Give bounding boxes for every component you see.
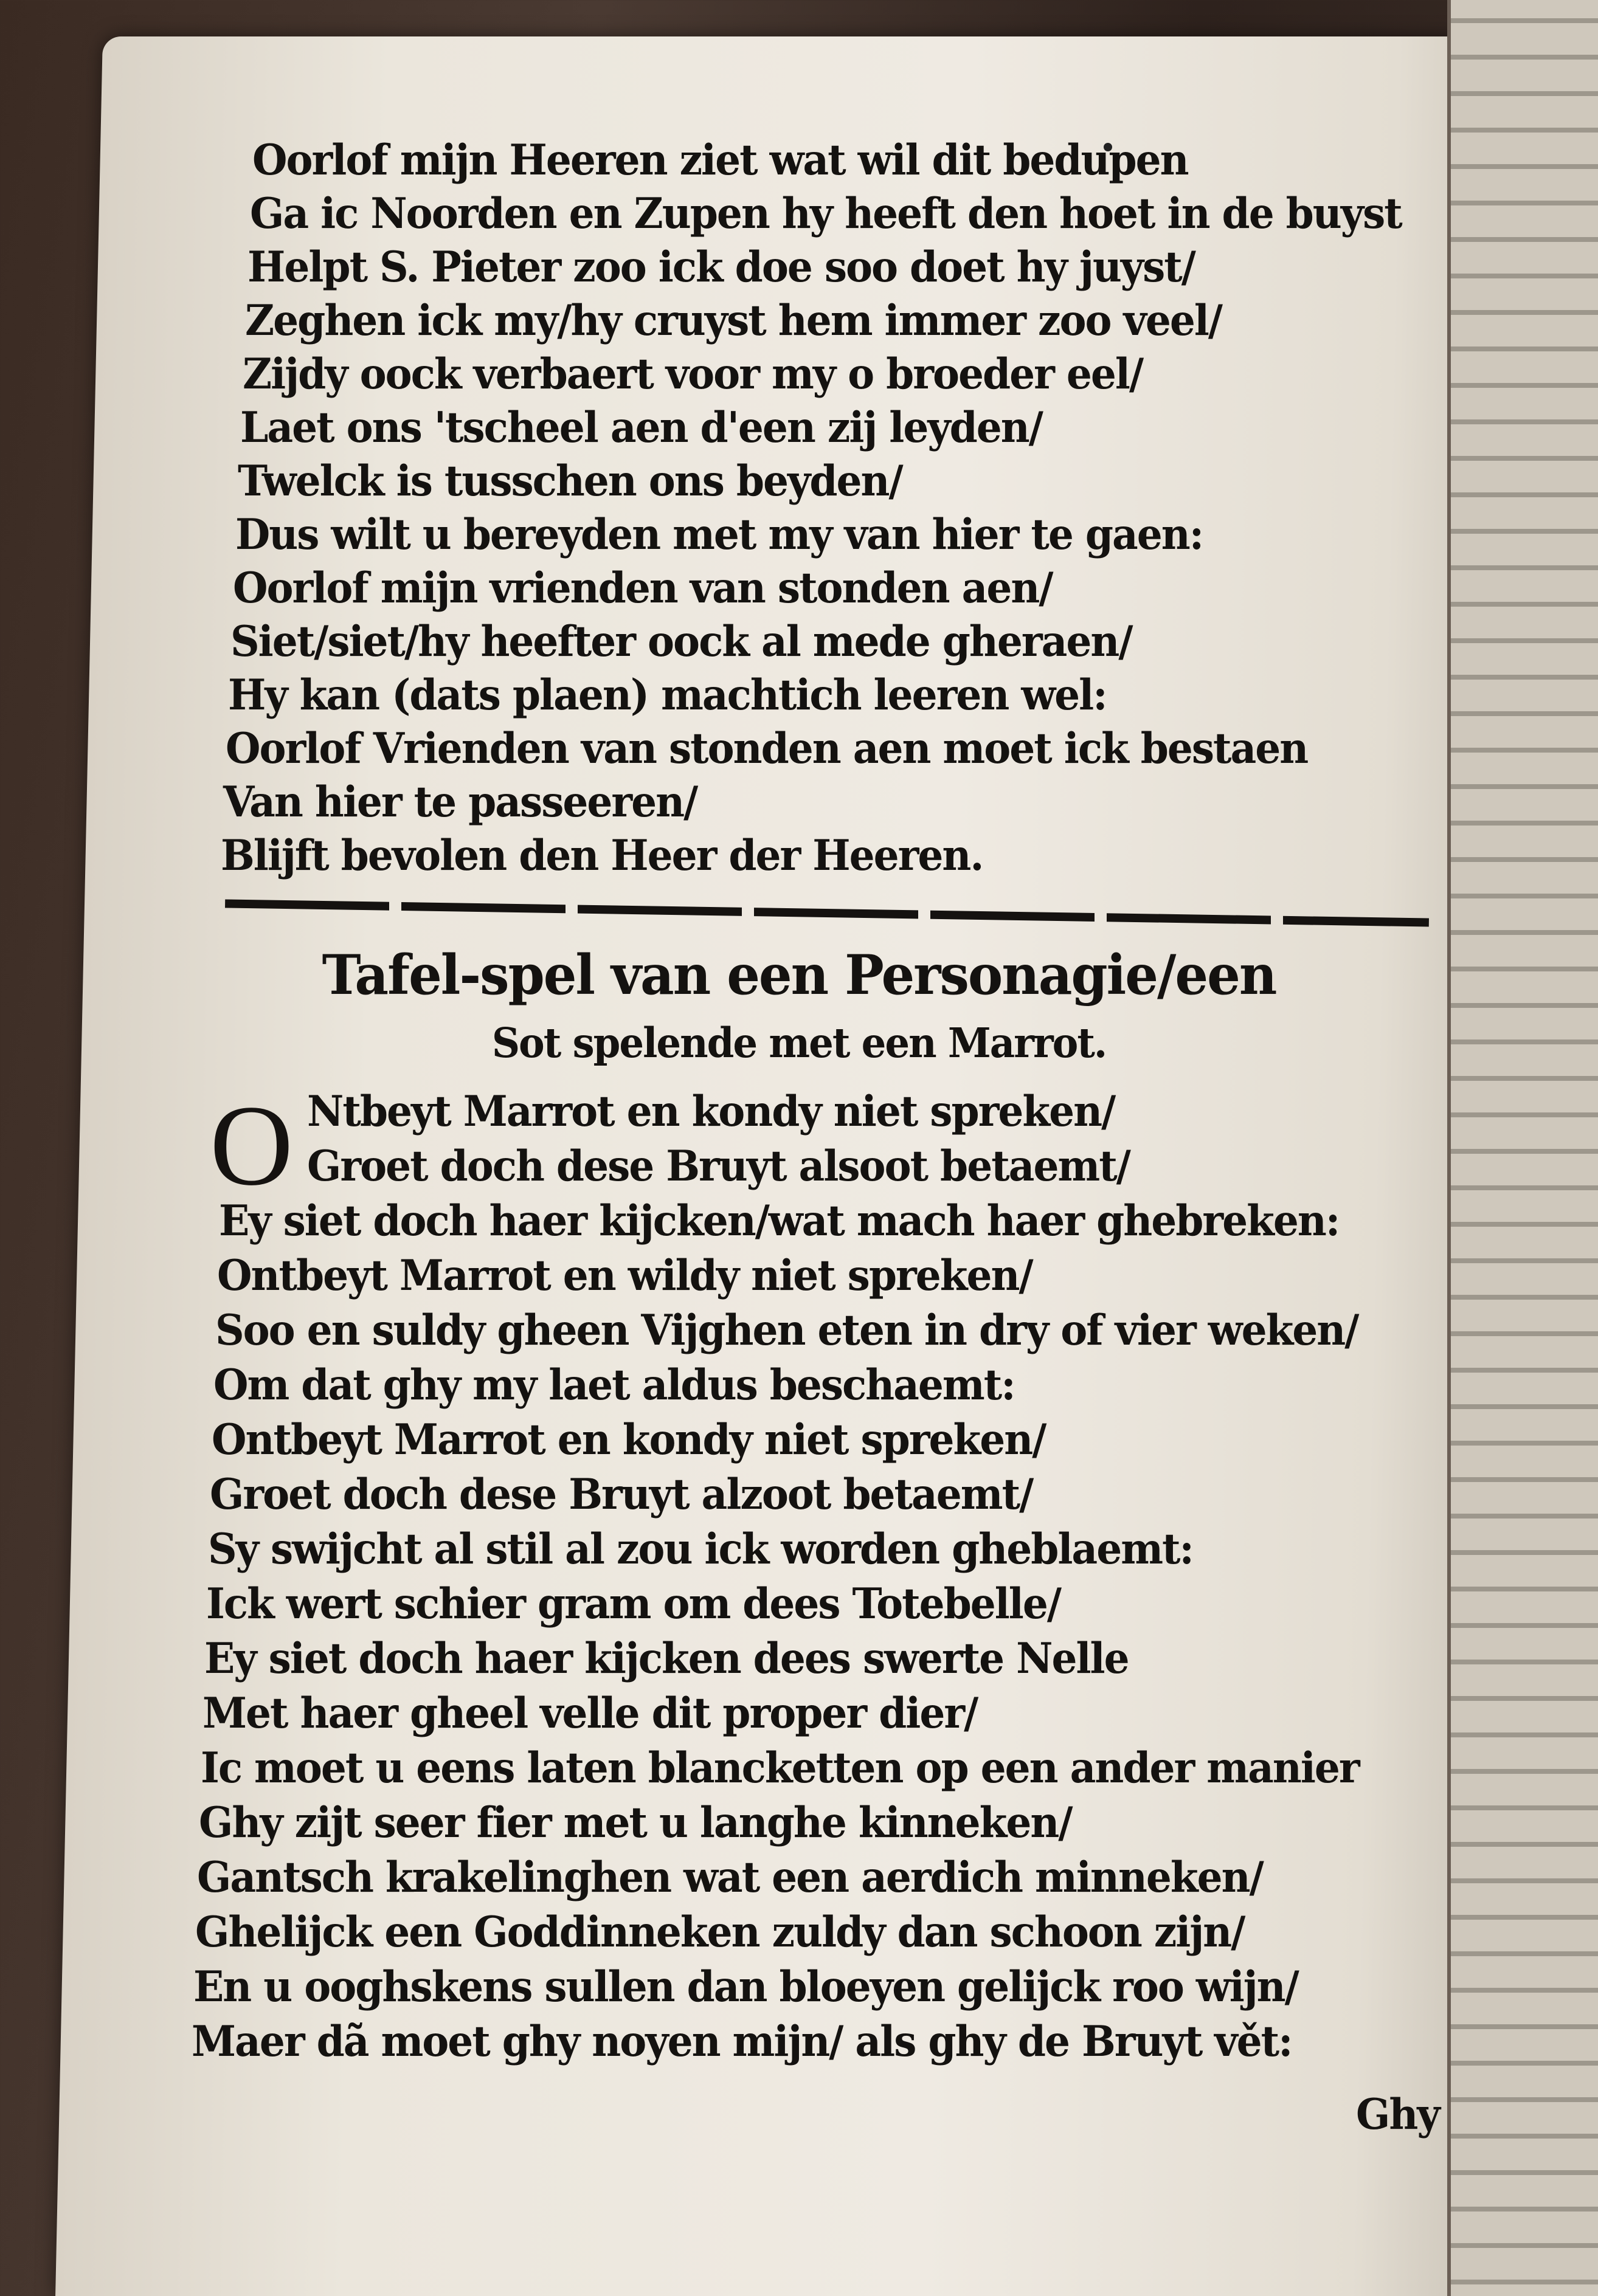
catchword: Ghy bbox=[1356, 2089, 1439, 2139]
verse-line: Siet/siet/hy heefter oock al mede gheraen/ bbox=[230, 616, 1132, 666]
verse-line: Oorlof Vrienden van stonden aen moet ick bestaen bbox=[226, 723, 1308, 773]
verse-line: Ntbeyt Marrot en kondy niet spreken/ bbox=[307, 1086, 1115, 1136]
verse-line: Om dat ghy my laet aldus beschaemt: bbox=[213, 1359, 1015, 1410]
verse-line: Blijft bevolen den Heer der Heeren. bbox=[221, 830, 983, 880]
verse-line: Van hier te passeeren/ bbox=[223, 776, 697, 827]
verse-line: Gantsch krakelinghen wat een aerdich minneken/ bbox=[197, 1852, 1263, 1902]
verse-line: Met haer gheel velle dit proper dier/ bbox=[202, 1688, 978, 1738]
section-title: Tafel-spel van een Personagie/een bbox=[322, 942, 1276, 1007]
verse-line: Oorlof mijn Heeren ziet wat wil dit bedupen bbox=[252, 134, 1188, 185]
section-divider bbox=[225, 899, 1429, 926]
verse-line: Ic moet u eens laten blancketten op een ander manier bbox=[201, 1742, 1359, 1793]
verse-line: Hy kan (dats plaen) machtich leeren wel: bbox=[228, 669, 1107, 720]
verse-line: Zijdy oock verbaert voor my o broeder eel/ bbox=[243, 348, 1143, 399]
section-subtitle: Sot spelende met een Marrot. bbox=[491, 1019, 1107, 1067]
verse-line: Ghy zijt seer fier met u langhe kinneken/ bbox=[199, 1797, 1072, 1847]
verse-line: Sy swijcht al stil al zou ick worden gheblaemt: bbox=[208, 1523, 1193, 1574]
verse-line: Zeghen ick my/hy cruyst hem immer zoo veel/ bbox=[245, 295, 1222, 345]
verse-line: Ga ic Noorden en Zupen hy heeft den hoet in de buyst bbox=[250, 188, 1402, 238]
verse-line: Ontbeyt Marrot en kondy niet spreken/ bbox=[212, 1414, 1046, 1464]
verse-line: Ghelijck een Goddinneken zuldy dan schoon zijn/ bbox=[195, 1906, 1245, 1957]
verse-line: Ontbeyt Marrot en wildy niet spreken/ bbox=[217, 1250, 1032, 1300]
verse-line: En u ooghskens sullen dan bloeyen gelijck roo wijn/ bbox=[193, 1961, 1298, 2012]
verse-line: Helpt S. Pieter zoo ick doe soo doet hy juyst/ bbox=[247, 241, 1195, 292]
verse-line: Groet doch dese Bruyt alzoot betaemt/ bbox=[210, 1469, 1033, 1519]
verse-line: Ick wert schier gram om dees Totebelle/ bbox=[206, 1578, 1060, 1629]
verse-line: Ey siet doch haer kijcken/wat mach haer ghebreken: bbox=[219, 1195, 1340, 1246]
drop-cap: O bbox=[210, 1082, 294, 1210]
verse-line: Dus wilt u bereyden met my van hier te gaen: bbox=[235, 509, 1203, 559]
verse-line: Laet ons 'tscheel aen d'een zij leyden/ bbox=[240, 402, 1042, 452]
verse-line: Twelck is tusschen ons beyden/ bbox=[238, 455, 902, 506]
verse-line: Soo en suldy gheen Vijghen eten in dry of vier weken/ bbox=[215, 1305, 1358, 1355]
verse-line: Maer dã moet ghy noyen mijn/ als ghy de Bruyt vět: bbox=[192, 2016, 1292, 2066]
verse-line: Groet doch dese Bruyt alsoot betaemt/ bbox=[307, 1140, 1130, 1191]
verse-line: Ey siet doch haer kijcken dees swerte Nelle bbox=[204, 1633, 1129, 1683]
verse-line: Oorlof mijn vrienden van stonden aen/ bbox=[233, 562, 1053, 613]
